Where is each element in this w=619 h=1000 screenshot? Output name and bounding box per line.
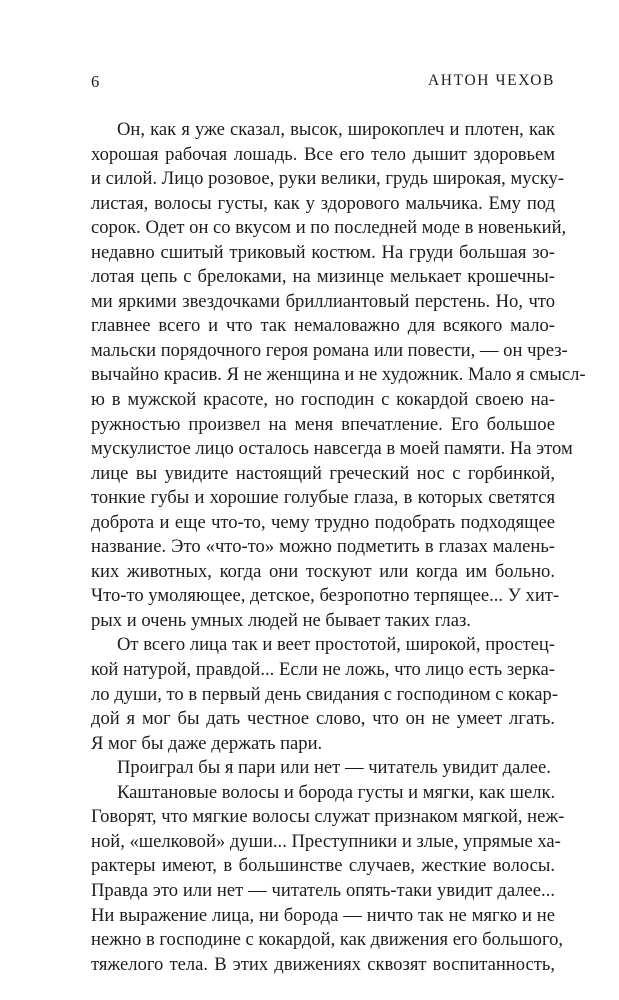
text-line: ю в мужской красоте, но господин с кокардой своею на- <box>91 389 555 411</box>
page-header <box>91 72 555 94</box>
text-line: дой я мог бы дать честное слово, что он не умеет лгать. <box>91 708 555 730</box>
body-text <box>91 118 586 977</box>
text-line: мальски порядочного героя романа или повести, — он чрез- <box>91 339 568 361</box>
text-line: Ни выражение лица, ни борода — ничто так не мягко и не <box>91 904 555 926</box>
text-line: главнее всего и что так немаловажно для всякого мало- <box>91 315 555 337</box>
paragraph <box>91 756 555 781</box>
text-line: ких животных, когда они тоскуют или когда им больно. <box>91 560 555 582</box>
text-line: От всего лица так и веет простотой, широкой, простец- <box>117 634 555 656</box>
text-line: тяжелого тела. В этих движениях сквозят воспитанность, <box>91 953 555 975</box>
text-line: листая, волосы густы, как у здорового мальчика. Ему под <box>91 192 555 214</box>
text-line: недавно сшитый триковый костюм. На груди большая зо- <box>91 241 555 263</box>
text-line: сорок. Одет он со вкусом и по последней моде в новенький, <box>91 217 567 239</box>
text-line: лице вы увидите настоящий греческий нос с горбинкой, <box>91 462 555 484</box>
text-line: тонкие губы и хорошие голубые глаза, в которых светятся <box>91 487 555 509</box>
text-line: Правда это или нет — читатель опять-таки увидит далее... <box>91 879 555 901</box>
text-line: хорошая рабочая лошадь. Все его тело дышит здоровьем <box>91 143 555 165</box>
text-line: Я мог бы даже держать пари. <box>91 732 323 754</box>
running-head: АНТОН ЧЕХОВ <box>428 72 555 89</box>
text-line: Что-то умоляющее, детское, безропотно терпящее... У хит- <box>91 585 560 607</box>
text-line: доброта и еще что-то, чему трудно подобрать подходящее <box>91 511 555 533</box>
text-line: вычайно красив. Я не женщина и не художник. Мало я смысл- <box>91 364 586 386</box>
text-line: Каштановые волосы и борода густы и мягки, как шелк. <box>117 781 556 803</box>
text-line: ружностью произвел на меня впечатление. Его большое <box>91 413 555 435</box>
paragraph <box>91 781 565 977</box>
text-line: рых и очень умных людей не бывает таких глаз. <box>91 609 471 631</box>
text-line: лотая цепь с брелоками, на мизинце мелькает крошечны- <box>91 266 555 288</box>
paragraph <box>91 633 559 756</box>
text-line: мускулистое лицо осталось навсегда в моей памяти. На этом <box>91 438 573 460</box>
paragraph <box>91 118 586 633</box>
text-line: Он, как я уже сказал, высок, широкоплеч и плотен, как <box>117 119 555 140</box>
text-line: Проиграл бы я пари или нет — читатель увидит далее. <box>117 757 551 779</box>
text-line: ло души, то в первый день свидания с господином с кокар- <box>91 683 559 705</box>
text-line: Говорят, что мягкие волосы служат признаком мягкой, неж- <box>91 806 565 828</box>
page-number: 6 <box>91 72 100 91</box>
text-line: рактеры имеют, в большинстве случаев, жесткие волосы. <box>91 855 555 877</box>
text-line: ми яркими звездочками бриллиантовый перстень. Но, что <box>91 290 555 312</box>
text-line: нежно в господине с кокардой, как движения его большого, <box>91 929 564 951</box>
text-line: название. Это «что-то» можно подметить в глазах малень- <box>91 536 555 558</box>
text-line: ной, «шелковой» души... Преступники и злые, упрямые ха- <box>91 830 561 852</box>
text-line: и силой. Лицо розовое, руки велики, грудь широкая, муску- <box>91 168 565 190</box>
text-line: кой натурой, правдой... Если не ложь, что лицо есть зерка- <box>91 659 555 681</box>
